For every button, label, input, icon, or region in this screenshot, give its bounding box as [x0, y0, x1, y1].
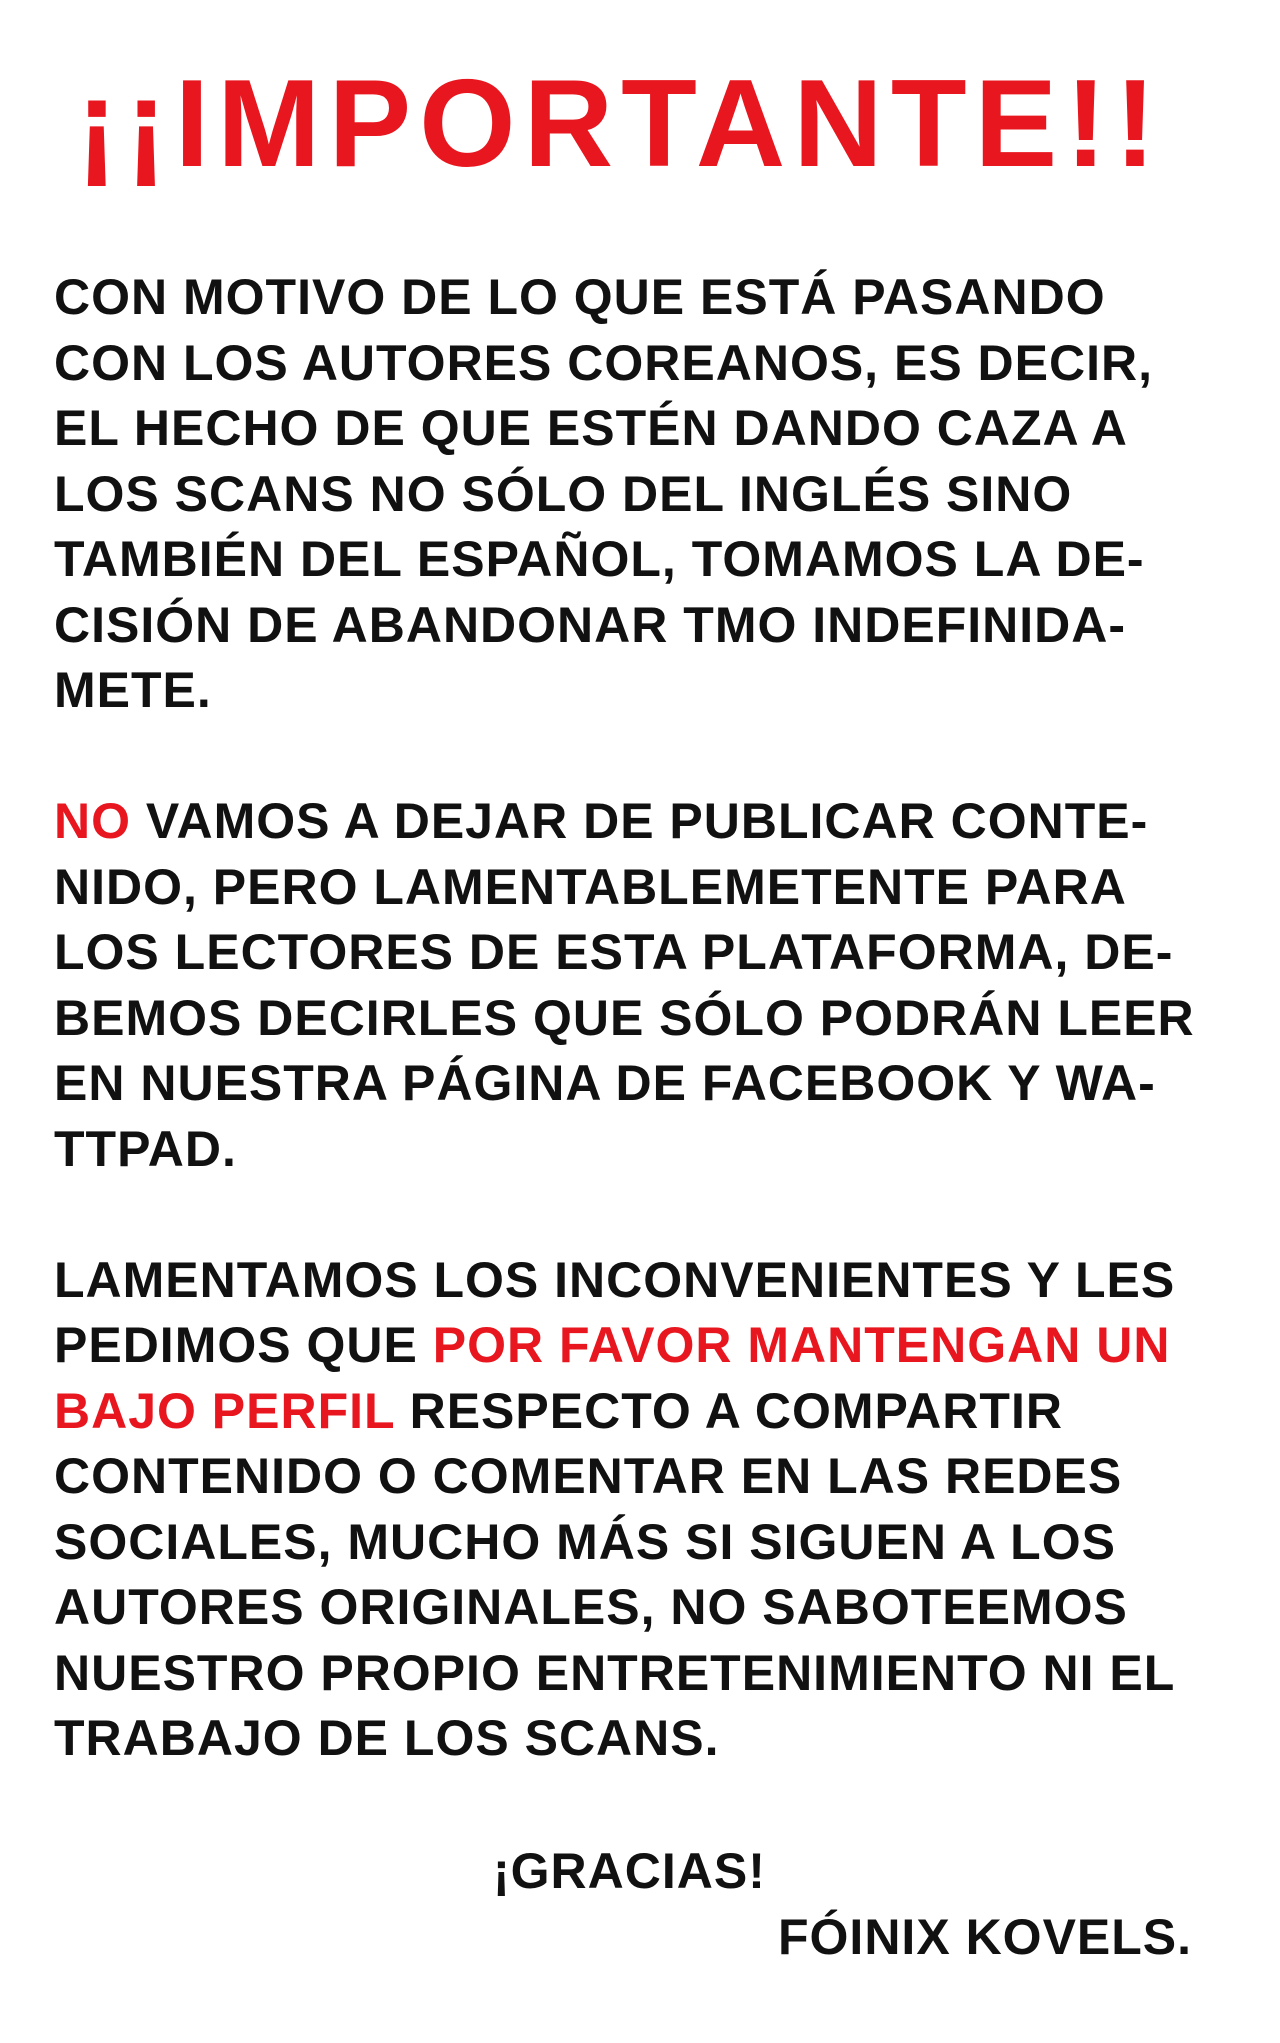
line-text: VAMOS A DEJAR DE PUBLICAR CONTE- [131, 793, 1149, 849]
line-text: NIDO, PERO LAMENTABLEMETENTE PARA [54, 858, 1127, 915]
paragraph-line [54, 593, 1234, 659]
line-text: SOCIALES, MUCHO MÁS SI SIGUEN A LOS [54, 1513, 1116, 1570]
line-text: LOS LECTORES DE ESTA PLATAFORMA, DE- [54, 924, 1174, 980]
thanks-text: ¡GRACIAS! [493, 1843, 766, 1899]
line-text: NUESTRO PROPIO ENTRETENIMIENTO NI EL [54, 1644, 1176, 1701]
line-text: TTPAD. [54, 1120, 237, 1177]
line-text: AUTORES ORIGINALES, NO SABOTEEMOS [54, 1579, 1128, 1635]
highlighted-text: POR FAVOR MANTENGAN UN [432, 1317, 1171, 1373]
line-text: METE. [54, 662, 212, 718]
paragraph-line [54, 1313, 1234, 1379]
paragraph-line [54, 1117, 1234, 1183]
line-text: EN NUESTRA PÁGINA DE FACEBOOK Y WA- [54, 1055, 1156, 1111]
paragraph-line [54, 658, 1234, 724]
paragraph-line [54, 855, 1234, 921]
line-text: BEMOS DECIRLES QUE SÓLO PODRÁN LEER [54, 989, 1195, 1046]
paragraph-line [54, 1641, 1234, 1707]
paragraph-line [54, 1510, 1234, 1576]
paragraph-line [54, 986, 1234, 1052]
paragraph-line [54, 331, 1234, 397]
paragraph-line [54, 789, 1234, 855]
line-text: EL HECHO DE QUE ESTÉN DANDO CAZA A [54, 400, 1128, 456]
line-text: CON LOS AUTORES COREANOS, ES DECIR, [54, 334, 1154, 391]
paragraph-line [54, 1706, 1234, 1772]
line-text: LAMENTAMOS LOS INCONVENIENTES Y LES [54, 1251, 1176, 1308]
paragraph-line [54, 1379, 1234, 1445]
line-text: TRABAJO DE LOS SCANS. [54, 1710, 720, 1766]
line-text: PEDIMOS QUE [54, 1317, 433, 1373]
notice-paragraph-2 [54, 789, 1234, 1182]
line-text: LOS SCANS NO SÓLO DEL INGLÉS SINO [54, 465, 1073, 522]
page-title: ¡¡IMPORTANTE!! [76, 55, 1164, 193]
notice-paragraph-3 [54, 1248, 1234, 1772]
highlighted-text: NO [54, 793, 131, 849]
paragraph-line [54, 462, 1234, 528]
paragraph-line [54, 1051, 1234, 1117]
line-text: RESPECTO A COMPARTIR [394, 1382, 1063, 1439]
notice-body [54, 265, 1234, 1837]
paragraph-line [54, 1248, 1234, 1314]
signature: FÓINIX KOVELS. [778, 1909, 1193, 1965]
paragraph-line [54, 1575, 1234, 1641]
paragraph-line [54, 920, 1234, 986]
paragraph-line [54, 1444, 1234, 1510]
paragraph-line [54, 527, 1234, 593]
paragraph-line [54, 396, 1234, 462]
line-text: CON MOTIVO DE LO QUE ESTÁ PASANDO [54, 269, 1106, 325]
paragraph-line [54, 265, 1234, 331]
notice-paragraph-1 [54, 265, 1234, 724]
line-text: TAMBIÉN DEL ESPAÑOL, TOMAMOS LA DE- [54, 531, 1145, 587]
line-text: CONTENIDO O COMENTAR EN LAS REDES [54, 1448, 1123, 1504]
line-text: CISIÓN DE ABANDONAR TMO INDEFINIDA- [54, 596, 1127, 653]
highlighted-text: BAJO PERFIL [54, 1382, 395, 1439]
